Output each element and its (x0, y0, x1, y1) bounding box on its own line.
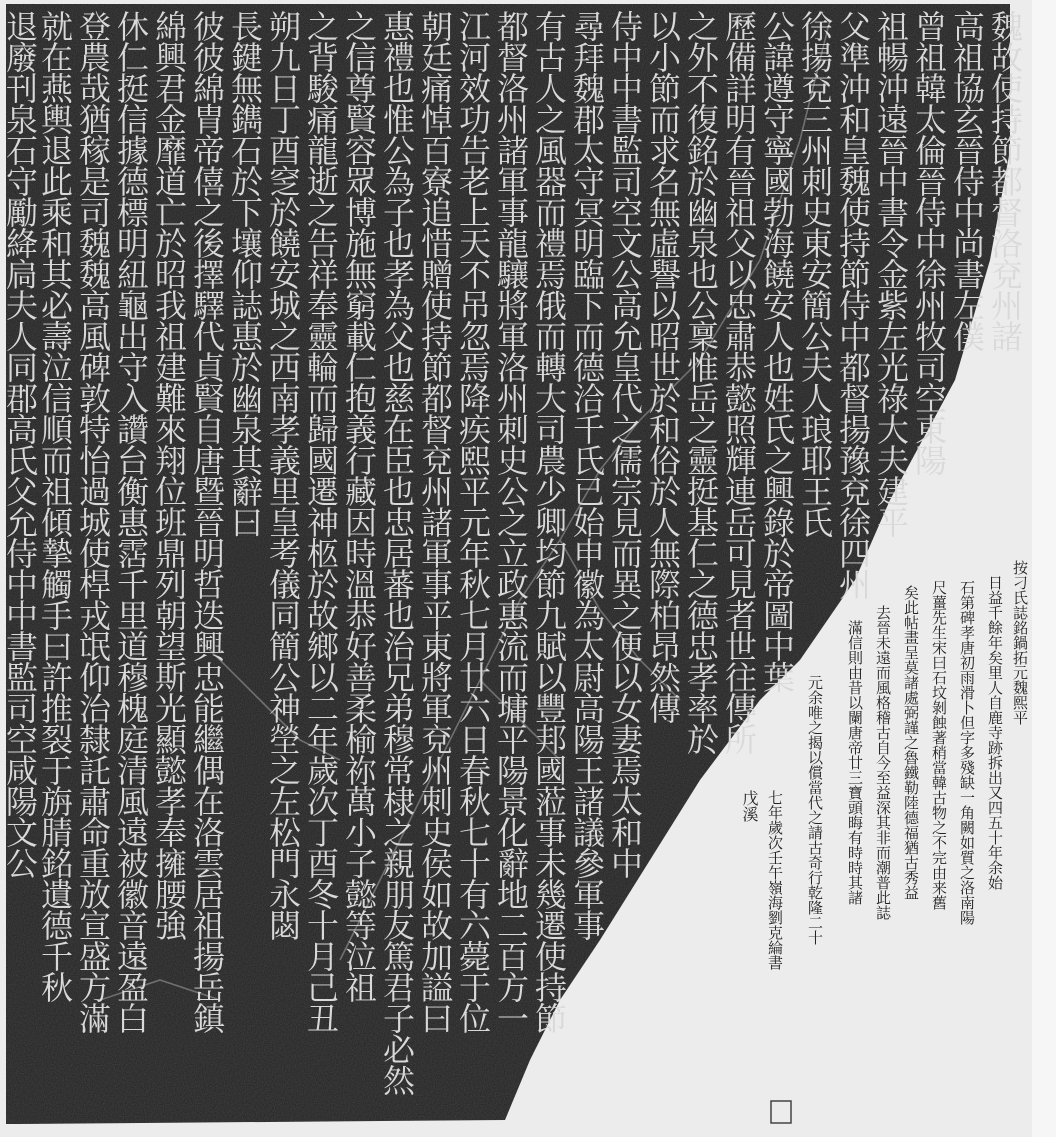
stele-column-9: 之外不復銘於幽泉也公稟惟岳之靈挺基仁之德忠孝率於 (682, 10, 720, 754)
stele-column-2: 高祖協玄晉侍中尚書左僕 (948, 10, 986, 351)
stele-column-21: 長鍵無鐫石於下壤仰誌惠於幽泉其辭曰 (226, 10, 264, 537)
stele-column-8: 歷備詳明有晉祖父以忠肅恭懿照輝連岳可見者世往傳所 (720, 10, 758, 754)
colophon-column-4: 尺薑先生宋曰石坟剝蝕著稍當韓古物之不完由来舊 (930, 580, 948, 910)
stele-column-14: 都督洛州諸軍事龍驤將軍洛州刺史公之立政惠流而墉平陽景化辭地二百方一 (492, 10, 530, 1033)
stele-column-4: 祖暢沖遠晉中書令金紫左光祿大夫建平 (872, 10, 910, 537)
colophon-column-5: 矣此帖畫呈莫諸處弼謹之魯鐵勒陸德福猶古秀益 (902, 585, 920, 900)
right-edge-strip (1032, 0, 1056, 1137)
colophon-signature: 戊溪 (740, 790, 759, 822)
stele-column-6: 徐揚兗三州刺史東安簡公夫人琅耶王氏 (796, 10, 834, 537)
stele-column-18: 之信尊賢容眾博施無窮載仁抱義行藏因時溫恭好善柔榆祢萬小子懿等泣祖 (340, 10, 378, 1002)
stele-column-16: 朝廷痛悼百寮追惜贈使持節都督兗州諸軍事平東將軍兗州刺史侯如故加謚曰 (416, 10, 454, 1033)
stele-column-26: 就在燕輿退此乘和其必壽泣信順而祖傾摯觸手曰許推裂于旃腈銘遺德千秋 (36, 10, 74, 1002)
colophon-column-9: 七年歲次壬午嶺海劉克綸書 (766, 790, 784, 970)
stele-column-1: 魏故使持節都督洛兗州諸 (986, 10, 1024, 351)
colophon-column-8: 元余唯之揭以償當代之請古奇行乾隆二十 (806, 675, 824, 945)
stele-column-19: 之背駿痛龍逝之告祥奉靈輪而歸國遷神柩於故鄉以二年歲次丁酉冬十月己丑 (302, 10, 340, 1033)
stele-column-12: 尋拜魏郡太守冥明臨下而德洽千氏已始申徽為太尉高陽王諸議參軍事 (568, 10, 606, 940)
stele-column-24: 休仁挺信據德標明紐龜出守入讚台衡惠霑千里道穆槐庭清風遠被徽音遠盈白 (112, 10, 150, 1033)
stele-column-17: 惠禮也惟公為子也孝為父也慈在臣也忠居蕃也治兄弟穆常棣之親朋友篤君子必然 (378, 10, 416, 1095)
colophon-column-7: 滿信則由昔以闌唐帝廿三寶頭晦有時時其諸 (846, 620, 864, 905)
stele-column-23: 綿興君金靡道亡於昭我祖建難來翔位班鼎列朝望斯光顯懿孝奉擁腰強 (150, 10, 188, 940)
colophon-column-2: 日益千餘年矣里人自鹿寺跡拆出又四五十年余始 (986, 575, 1004, 890)
stele-column-3: 曾祖韓太倫晉侍中徐州牧司空東陽 (910, 10, 948, 475)
colophon-column-6: 去晉未遠而風格稽古自今至益深其非而潮普此誌 (874, 605, 892, 920)
colophon-column-1: 按刁氏誌銘鍋拓元魏熙平 (1011, 560, 1029, 725)
stele-column-10: 以小節而求名無虛譽以昭世於和俗於人無際柏昂然傳 (644, 10, 682, 723)
stele-column-20: 朔九日丁酉窆於饒安城之西南孝義里皇考儀同簡公神塋之左松門永閟 (264, 10, 302, 940)
stele-column-13: 有古人之風器而禮焉俄而轉大司農少卿均節九賦以豐邦國蒞事未幾遷使持節 (530, 10, 568, 1033)
stele-column-25: 登農哉猶稼是司魏魏高風碑敦特怡過城使桿戎氓仰治隸託肅命重放宣盛方滿 (74, 10, 112, 1033)
colophon-column-3: 石第碑孝唐初雨滑卜但字多殘缺一角闕如質之洛南陽 (958, 580, 976, 925)
stele-column-15: 江河效功告老上天不吊忽焉降疾熙平元年秋七月廿六日春秋七十有六薨于位 (454, 10, 492, 1033)
red-seal (770, 1100, 792, 1124)
stele-column-22: 彼彼綿胄帝僖之後擇驛代貞賢自唐暨晉明哲迭興忠能繼偶在洛雲居祖揚岳鎮 (188, 10, 226, 1033)
stele-column-5: 父準沖和皇魏使持節侍中都督揚豫兗徐四州 (834, 10, 872, 599)
stele-column-11: 侍中中書監司空文公高允皇代之儒宗見而異之便以女妻焉太和中 (606, 10, 644, 878)
stele-column-7: 公諱遵守寧國勃海饒安人也姓氏之興錄於帝圖中葉 (758, 10, 796, 692)
stele-column-27: 退廢刊泉石守勵絳扃夫人同郡高氏父允侍中中書監司空咸陽文公 (1, 10, 39, 878)
